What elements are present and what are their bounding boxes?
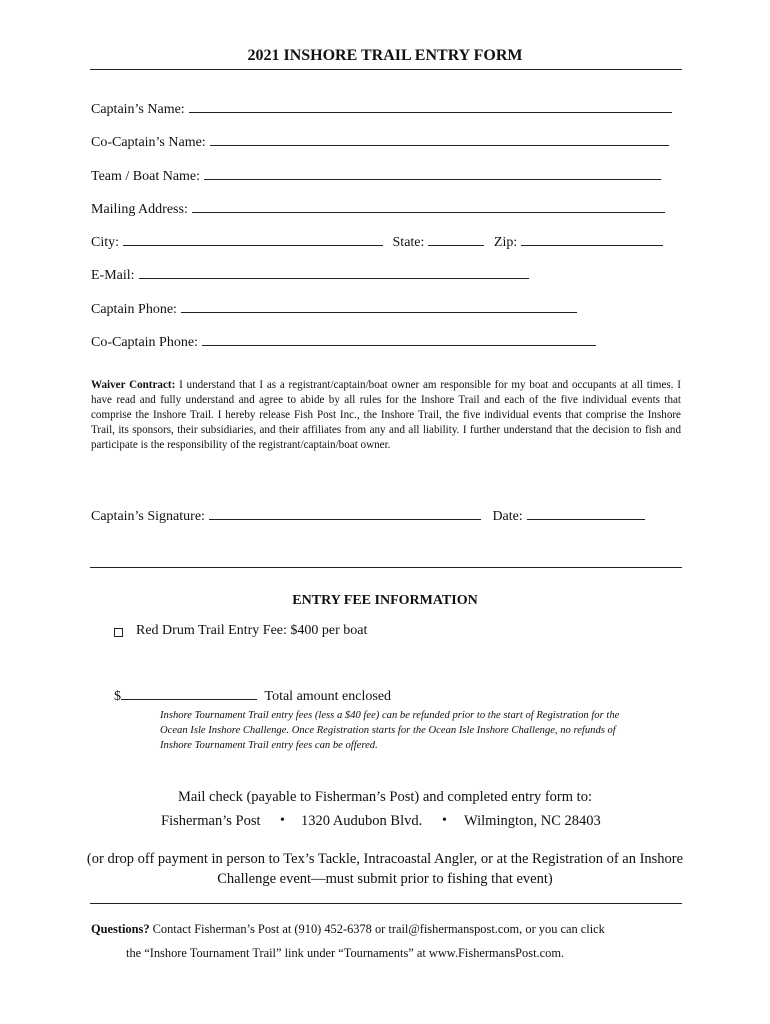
- state-label: State:: [392, 235, 425, 250]
- email-label: E-Mail:: [91, 268, 135, 283]
- refund-note: Inshore Tournament Trail entry fees (less a $40 fee) can be refunded prior to the start of Registration for the Ocean Isle Inshore Challenge. Once Registration starts for the Ocean Isle Inshore Challenge, no refunds of Inshore Tournament Trail entry fees can be offered.: [160, 710, 620, 751]
- mail-street: 1320 Audubon Blvd.: [301, 813, 423, 829]
- cocaptain-phone-line[interactable]: [202, 333, 596, 346]
- date-label: Date:: [492, 509, 523, 524]
- captain-name-line[interactable]: [189, 100, 672, 113]
- form-title: 2021 INSHORE TRAIL ENTRY FORM: [247, 47, 523, 64]
- captain-name-field[interactable]: [91, 100, 672, 118]
- email-field[interactable]: [91, 266, 529, 284]
- team-boat-name-label: Team / Boat Name:: [91, 169, 201, 184]
- signature-divider: [90, 567, 682, 568]
- cocaptain-name-field[interactable]: [91, 133, 669, 151]
- red-drum-fee-label: Red Drum Trail Entry Fee: $400 per boat: [136, 623, 368, 638]
- waiver-heading: Waiver Contract:: [91, 379, 176, 391]
- cocaptain-name-line[interactable]: [210, 133, 669, 146]
- bottom-divider: [90, 903, 682, 904]
- questions-line-1: [91, 922, 605, 937]
- team-boat-name-line[interactable]: [204, 167, 661, 180]
- questions-label: Questions?: [91, 922, 150, 936]
- zip-line[interactable]: [521, 233, 663, 246]
- title-divider: [90, 69, 682, 70]
- captain-phone-line[interactable]: [181, 300, 577, 313]
- entry-fee-heading: ENTRY FEE INFORMATION: [292, 593, 478, 608]
- zip-label: Zip:: [493, 235, 518, 250]
- cocaptain-phone-field[interactable]: [91, 333, 596, 351]
- mailing-address-field[interactable]: [91, 200, 665, 218]
- amount-line[interactable]: [121, 687, 257, 700]
- mailing-address-line[interactable]: [192, 200, 665, 213]
- amount-label: Total amount enclosed: [264, 689, 392, 704]
- mailing-address-label: Mailing Address:: [91, 202, 188, 217]
- red-drum-checkbox[interactable]: [114, 628, 123, 637]
- dropoff-note: (or drop off payment in person to Tex’s Tackle, Intracoastal Angler, or at the Registration of an Inshore Challenge event—must submit prior to fishing that event): [86, 851, 684, 887]
- amount-enclosed-row: [114, 687, 391, 705]
- waiver-text: I understand that I as a registrant/captain/boat owner am responsible for my boat and occupants at all times. I have read and fully understand and agree to abide by all rules for the Inshore Trail and each of the five individual events that comprise the Inshore Trail. I hereby release Fish Post Inc., the Inshore Trail, the five individual events that comprise the Inshore Trail, its sponsors, their subsidiaries, and their affiliates from any and all liability. I further understand that the decision to fish and participate is the responsibility of the registrant/captain/boat owner.: [91, 379, 681, 451]
- separator-dot: •: [442, 813, 447, 828]
- mail-city: Wilmington, NC 28403: [464, 813, 601, 829]
- mail-name: Fisherman’s Post: [161, 813, 261, 829]
- captain-name-label: Captain’s Name:: [91, 102, 185, 117]
- mail-instruction: Mail check (payable to Fisherman’s Post) and completed entry form to:: [178, 789, 592, 805]
- email-line[interactable]: [139, 266, 529, 279]
- date-line[interactable]: [527, 507, 645, 520]
- signature-row: [91, 507, 645, 525]
- dollar-sign: $: [114, 689, 121, 704]
- waiver-contract: [91, 378, 681, 453]
- questions-line-2: the “Inshore Tournament Trail” link under “Tournaments” at www.FishermansPost.com.: [126, 946, 565, 960]
- cocaptain-phone-label: Co-Captain Phone:: [91, 335, 198, 350]
- captain-phone-label: Captain Phone:: [91, 302, 177, 317]
- city-line[interactable]: [123, 233, 383, 246]
- city-state-zip-row: [91, 233, 663, 251]
- separator-dot: •: [280, 813, 285, 828]
- signature-line[interactable]: [209, 507, 481, 520]
- state-line[interactable]: [428, 233, 484, 246]
- cocaptain-name-label: Co-Captain’s Name:: [91, 135, 206, 150]
- questions-text-1: Contact Fisherman’s Post at (910) 452-6378 or trail@fishermanspost.com, or you can click: [149, 922, 605, 936]
- captain-phone-field[interactable]: [91, 300, 577, 318]
- team-boat-name-field[interactable]: [91, 167, 661, 185]
- city-label: City:: [91, 235, 120, 250]
- signature-label: Captain’s Signature:: [91, 509, 205, 524]
